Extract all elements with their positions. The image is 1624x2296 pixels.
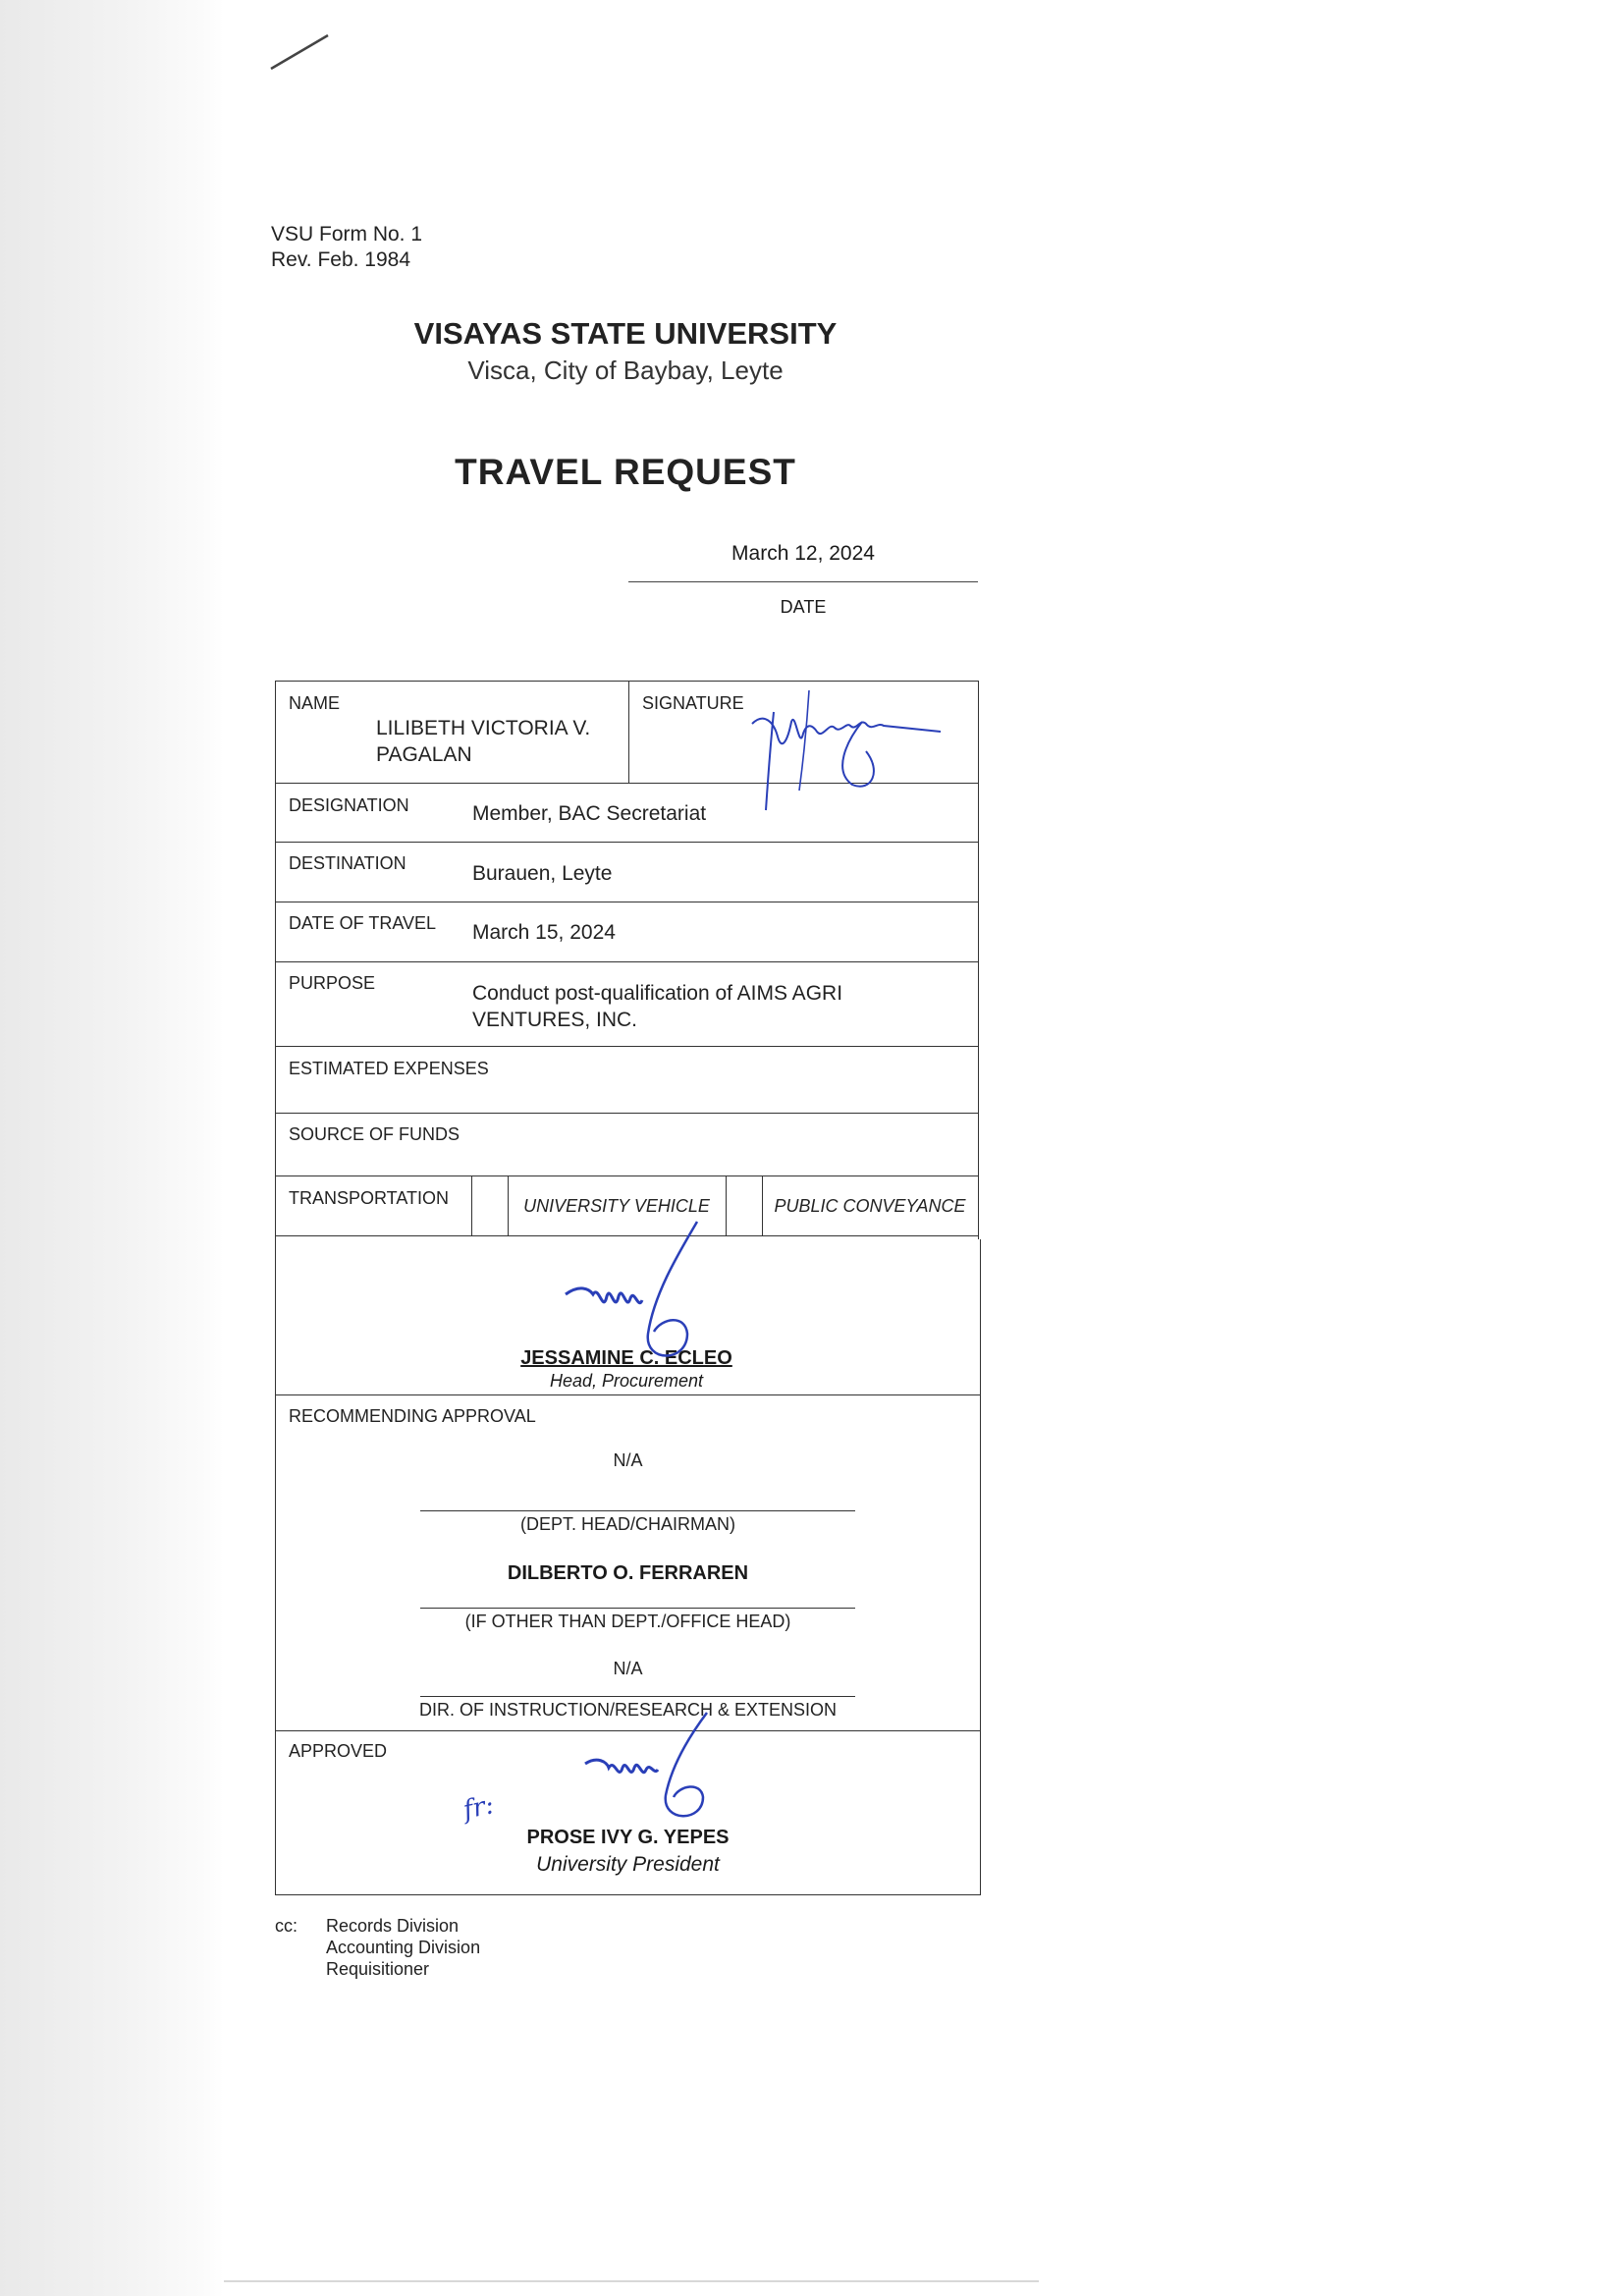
purpose-line-1: Conduct post-qualification of AIMS AGRI [472,982,843,1005]
name-line-2: PAGALAN [376,743,472,766]
name-label: NAME [289,693,341,713]
source-of-funds-label: SOURCE OF FUNDS [289,1124,460,1144]
destination-label: DESTINATION [289,853,406,873]
date-of-travel-label: DATE OF TRAVEL [289,913,437,933]
request-date: March 12, 2024 [731,542,875,565]
date-of-travel-value: March 15, 2024 [472,921,616,944]
form-number: VSU Form No. 1 [271,223,423,246]
dept-head-signature-line [420,1510,855,1511]
president-signature [579,1707,736,1844]
cc-recipient: Requisitioner [326,1959,430,1979]
procurement-head-position: Head, Procurement [549,1371,704,1391]
procurement-head-name: JESSAMINE C. ECLEO [520,1347,732,1369]
name-line-1: LILIBETH VICTORIA V. [376,717,591,739]
estimated-expenses-label: ESTIMATED EXPENSES [289,1059,489,1078]
university-vehicle-option: UNIVERSITY VEHICLE [523,1196,710,1216]
row-divider [275,1394,981,1395]
purpose-label: PURPOSE [289,973,376,993]
signature-label: SIGNATURE [642,693,744,713]
cc-recipient: Accounting Division [326,1938,481,1957]
cc-label: cc: [275,1916,298,1936]
row-divider [275,1046,978,1047]
transportation-label: TRANSPORTATION [289,1188,450,1208]
purpose-line-2: VENTURES, INC. [472,1009,638,1031]
dept-head-caption: (DEPT. HEAD/CHAIRMAN) [519,1514,735,1534]
purpose-value [472,980,842,1033]
document-title: TRAVEL REQUEST [455,452,796,492]
president-name: PROSE IVY G. YEPES [526,1827,730,1848]
table-top-border [275,681,978,682]
cc-recipient: Records Division [326,1916,460,1936]
table-bottom-border [275,1894,981,1895]
form-revision: Rev. Feb. 1984 [271,248,411,271]
row-divider [275,842,978,843]
recommending-approval-label: RECOMMENDING APPROVAL [289,1406,536,1426]
designation-label: DESIGNATION [289,795,409,815]
transport-divider [471,1175,472,1235]
president-position: University President [536,1853,720,1876]
date-label: DATE [780,597,827,617]
designation-value: Member, BAC Secretariat [472,802,707,825]
row-divider [275,961,978,962]
university-address: Visca, City of Baybay, Leyte [467,355,784,385]
approved-label: APPROVED [289,1741,388,1761]
other-head-caption: (IF OTHER THAN DEPT./OFFICE HEAD) [464,1612,791,1631]
university-name: VISAYAS STATE UNIVERSITY [413,316,838,351]
row-divider [275,1113,978,1114]
requester-signature [744,683,950,820]
name-value [376,715,590,768]
table-right-border-upper [978,681,979,1239]
public-conveyance-option: PUBLIC CONVEYANCE [774,1196,966,1216]
row-divider [275,1175,978,1176]
destination-value: Burauen, Leyte [472,862,613,885]
director-signature-line [420,1696,855,1697]
other-head-signature-line [420,1608,855,1609]
cc-recipients [326,1915,480,1980]
name-signature-divider [628,681,629,783]
director-caption: DIR. OF INSTRUCTION/RESEARCH & EXTENSION [418,1700,838,1720]
dept-head-value: N/A [613,1450,643,1470]
procurement-signature [560,1216,727,1383]
director-value: N/A [613,1659,643,1678]
for-annotation: fr: [460,1790,497,1826]
other-head-name: DILBERTO O. FERRAREN [507,1562,749,1584]
